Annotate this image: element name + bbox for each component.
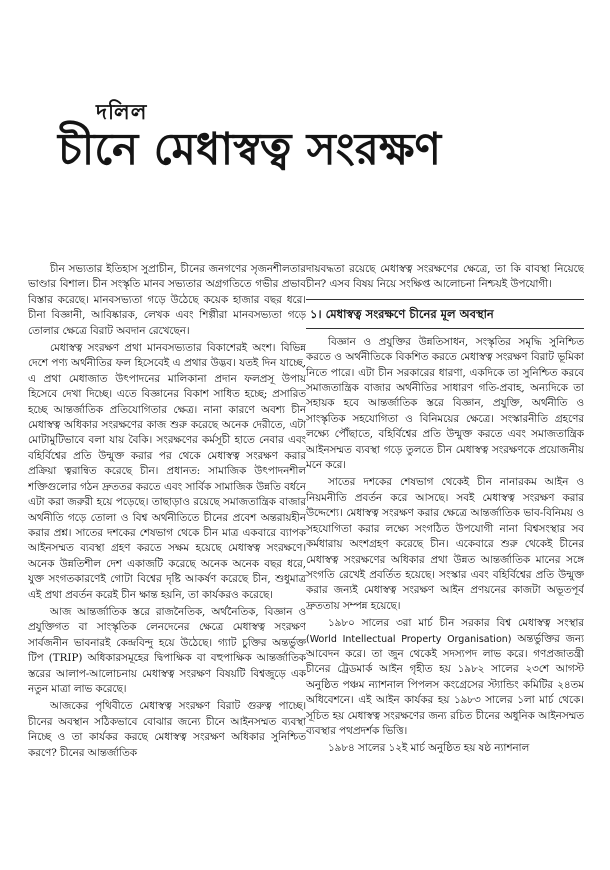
body-text: অন্তর্ভুক্তির জন্য আবেদন করে। তা জুন থেকেই সদস্যপদ লাভ করে। গণপ্রজাতন্ত্রী চীনের ট্রেডমার্ক আইন গৃহীত হয় ১৯৮২ সালের ২৩শে আগস্ট অনুষ্ঠিত পঞ্চম ন্যাশনাল পিপলস কংগ্রেসের স্ট্যান্ডিং কমিটির ২৪তম অধিবেশনে। এই আইন কার্যকর হয় ১৯৮৩ সালের ১লা মার্চ থেকে। সূচিত হয় মেধাস্বত্ব সংরক্ষণের জন্য রচিত চীনের অধুনিক আইনসম্মত ব্যবস্থার পথপ্রদর্শক ভিত্তি।	[306, 632, 584, 737]
section-heading: ১। মেধাস্বত্ব সংরক্ষণে চীনের মূল অবস্থান	[306, 299, 584, 329]
left-column	[28, 262, 306, 862]
article-title: চীনে মেধাস্বত্ব সংরক্ষণ	[58, 124, 442, 175]
body-paragraph: আজকের পৃথিবীতে মেধাস্বত্ব সংরক্ষণ বিরাট গুরুত্ব পাচ্ছে। চীনের অবস্থান সঠিকভাবে বোঝার জন্যে চীনে আইনসম্মত ব্যবস্থা নিচ্ছে ও তা কার্যকর করছে মেধাস্বত্ব সংরক্ষণ অধিকার সুনিশ্চিত করণে? চীনের আন্তর্জাতিক	[28, 700, 306, 759]
organisation-name: (World Intellectual Property Organisation)	[306, 633, 512, 645]
body-paragraph: চীন সভ্যতার ইতিহাস সুপ্রাচীন, চীনের জনগণের সৃজনশীলতার ভাণ্ডার বিশাল। চীন সংস্কৃতি মানব সভ্যতার অগ্রগতিতে গভীর প্রভাব বিস্তার করেছে। মানবসভ্যতা গড়ে উঠেছে কয়েক হাজার বছর ধরে। চীনা বিজ্ঞানী, আবিষ্কারক, লেখক এবং শিল্পীরা মানবসভ্যতা গড়ে তোলার ক্ষেত্রে বিরাট অবদান রেখেছেন।	[28, 263, 306, 337]
body-paragraph: সাতের দশকের শেষভাগ থেকেই চীন নানারকম আইন ও নিয়মনীতি প্রবর্তন করে আসছে। সবই মেধাস্বত্ব সংরক্ষণ করার উদ্দেশ্যে। মেধাস্বত্ব সংরক্ষণ করার ক্ষেত্রে আন্তর্জাতিক ভাব-বিনিময় ও সহযোগিতা করার লক্ষ্যে সংগঠিত উপযোগী নানা বিশ্বসংস্থার সব কর্মধারায় অংশগ্রহণ করেছে চীন। একেবারে শুরু থেকেই চীনের মেধাস্বত্ব সংরক্ষণের অধিকার প্রথা উন্নত আন্তর্জাতিক মানের সঙ্গে সংগতি রেখেই প্রবর্তিত হয়েছে। সংস্কার এবং বহির্বিশ্বের প্রতি উন্মুক্ত করার জন্যই মেধাস্বত্ব সংরক্ষণ আইন প্রণয়নের কাজটা অভূতপূর্ব দ্রুততায় সম্পন্ন হয়েছে।	[306, 476, 584, 612]
body-paragraph: আজ আন্তর্জাতিক স্তরে রাজনৈতিক, অর্থনৈতিক, বিজ্ঞান ও প্রযুক্তিগত বা সাংস্কৃতিক লেনদেনের ক্ষেত্রে মেধাস্বত্ব সংরক্ষণ সার্বজনীন ভাবনারই কেন্দ্রবিন্দু হয়ে উঠেছে। গ্যাট চুক্তির অন্তর্ভুক্ত টিপ (TRIP) অধিকারসমূহের দ্বিপাক্ষিক বা বহুপাক্ষিক আন্তর্জাতিক স্তরের আলাপ-আলোচনায় মেধাস্বত্ব সংরক্ষণ বিষয়টি বিশ্বজুড়ে এক নতুন মাত্রা লাভ করেছে।	[28, 605, 306, 695]
body-paragraph	[306, 616, 584, 739]
continued-paragraph: দায়বদ্ধতা রয়েছে মেধাস্বত্ব সংরক্ষণের ক্ষেত্রে, তা কি বাবস্থা নিয়েছে চীন? এসব বিষয় নিয়ে সংক্ষিপ্ত আলোচনা নিশ্চয়ই উপযোগী।	[306, 263, 584, 291]
body-paragraph: বিজ্ঞান ও প্রযুক্তির উন্নতিসাধন, সংস্কৃতির সমৃদ্ধি সুনিশ্চিত করতে ও অর্থনীতিকে বিকশিত করতে মেধাস্বত্ব সংরক্ষণ বিরাট ভূমিকা নিতে পারে। এটা চীন সরকারের ধারণা, একদিকে তা সুনিশ্চিত করবে সমাজতান্ত্রিক বাজার অর্থনীতির সাধারণ গতি-প্রবাহ, অন্যদিকে তা সহায়ক হবে আন্তর্জাতিক স্তরে বিজ্ঞান, প্রযুক্তি, অর্থনীতি ও সাংস্কৃতিক সহযোগিতা ও বিনিময়ের ক্ষেত্রে। সংস্কারনীতি গ্রহণের লক্ষ্যে পৌঁছাতে, বহির্বিশ্বের প্রতি উন্মুক্ত করতে এবং সমাজতান্ত্রিক আইনসম্মত ব্যবস্থা গড়ে তুলতে চীন মেধাস্বত্ব সংরক্ষণকে প্রয়োজনীয় মনে করে।	[306, 335, 584, 472]
right-column	[306, 262, 584, 862]
body-paragraph: ১৯৮৪ সালের ১২ই মার্চ অনুষ্ঠিত হয় ষষ্ঠ ন্যাশনাল	[328, 742, 530, 755]
body-text: ১৯৮০ সালের ৩রা মার্চ চীন সরকার বিশ্ব মেধাস্বত্ব সংস্থার	[328, 617, 584, 630]
body-paragraph: মেধাস্বত্ব সংরক্ষণ প্রথা মানবসভ্যতার বিকাশেরই অংশ। বিভিন্ন দেশে পণ্য অর্থনীতির ফল হিসেবেই এ প্রথার উদ্ভব। যতই দিন যাচ্ছে, এ প্রথা মেধাজাত উৎপাদনের মালিকানা প্রদান ফলপ্রসূ উপায় হিসেবে দেখা দিচ্ছে। এতে বিজ্ঞানের বিকাশ সাধিত হচ্ছে; প্রসারিত হচ্ছে আন্তর্জাতিক প্রতিযোগিতার ক্ষেত্র। নানা কারণে অবশ্য চীন মেধাস্বত্ব অধিকার সংরক্ষণের কাজ শুরু করেছে অনেক দেরীতে, এটা মোটামুটিভাবে বলা যায় বৈকি। সংরক্ষণের কর্মসূচী হাতে নেবার এবং বহির্বিশ্বের প্রতি উন্মুক্ত করার পর থেকে মেধাস্বত্ব সংরক্ষণ করার প্রক্রিয়া ত্বরান্বিত করেছে চীন। প্রধানত: সামাজিক উৎপাদনশীল শক্তিগুলোর গঠন দ্রুততর করতে এবং সার্বিক সামাজিক উন্নতি বর্ধনে এটা করা জরুরী হয়ে পড়েছে। তাছাড়াও রয়েছে সমাজতান্ত্রিক বাজার অর্থনীতি গড়ে তোলা ও বিশ্ব অর্থনীতিতে চীনের প্রবেশ অন্তরায়হীন করার প্রশ্ন। সাতের দশকের শেষভাগ থেকে চীন মাত্র একবারে ব্যাপক আইনসম্মত ব্যবস্থা গ্রহণ করতে সক্ষম হয়েছে মেধাস্বত্ব সংরক্ষণে। অনেক উন্নতিশীল দেশ একাজটি করেছে অনেক অনেক বছর ধরে, যুক্ত সংগতকারণেই গোটা বিশ্বের দৃষ্টি আকর্ষণ করেছে চীন, শুধুমাত্র এই প্রথা প্রবর্তন করেই চীন ক্ষান্ত হয়নি, তা কার্যকরও করেছে।	[28, 342, 306, 601]
kicker-label: দলিল	[96, 99, 148, 124]
